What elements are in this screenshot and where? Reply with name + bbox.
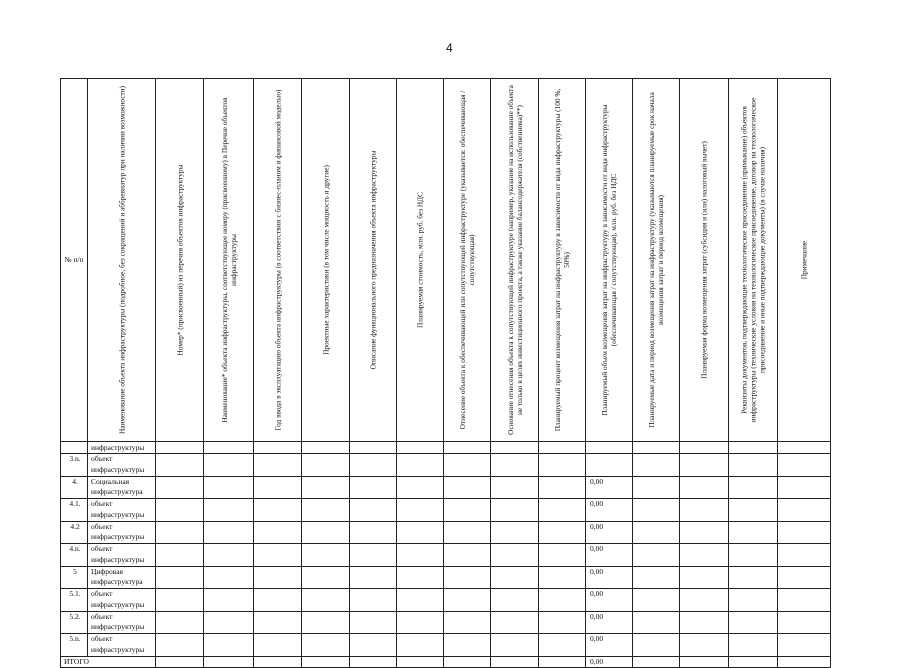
empty-cell	[204, 611, 254, 634]
header-reg-num	[156, 79, 204, 442]
empty-cell	[491, 499, 539, 522]
empty-cell	[778, 656, 831, 667]
table-row	[61, 544, 831, 567]
empty-cell	[680, 476, 729, 499]
empty-cell	[633, 442, 680, 454]
empty-cell	[302, 656, 350, 667]
empty-cell	[729, 476, 778, 499]
row-volume-value: 0,00	[586, 566, 633, 589]
empty-cell	[254, 589, 302, 612]
row-volume-value: 0,00	[586, 499, 633, 522]
header-reg-num-text: Номер* (присвоенный) из перечня объектов инфраструктуры	[175, 164, 184, 356]
infrastructure-table	[60, 78, 831, 668]
empty-cell	[444, 566, 491, 589]
empty-cell	[156, 634, 204, 657]
header-reg-name	[204, 79, 254, 442]
empty-cell	[397, 442, 444, 454]
empty-cell	[204, 544, 254, 567]
empty-cell	[156, 611, 204, 634]
header-justification	[491, 79, 539, 442]
row-volume-value	[586, 454, 633, 477]
row-number: 4.2	[61, 521, 88, 544]
header-category-text: Отнесение объекта к обеспечивающей или сопутствующей инфраструктуре (указывается: обеспечивающая / сопутствующая)	[458, 90, 476, 430]
empty-cell	[491, 454, 539, 477]
total-volume-value: 0,00	[586, 656, 633, 667]
total-label: ИТОГО	[61, 656, 156, 667]
empty-cell	[444, 589, 491, 612]
row-object-name: Цифровая инфраструктура	[88, 566, 156, 589]
empty-cell	[302, 476, 350, 499]
empty-cell	[729, 544, 778, 567]
table-row	[61, 611, 831, 634]
empty-cell	[778, 566, 831, 589]
empty-cell	[680, 589, 729, 612]
empty-cell	[302, 454, 350, 477]
table-row	[61, 566, 831, 589]
empty-cell	[680, 544, 729, 567]
header-year-text: Год ввода в эксплуатацию объекта инфраструктуры (в соответствии с бизнес-планом и финансовой моделью)	[273, 89, 282, 431]
empty-cell	[156, 589, 204, 612]
header-year	[254, 79, 302, 442]
empty-cell	[350, 442, 397, 454]
empty-cell	[444, 442, 491, 454]
empty-cell	[397, 454, 444, 477]
header-form-text: Планируемая форма возмещения затрат (субсидия и (или) налоговый вычет)	[699, 141, 709, 379]
header-purpose	[350, 79, 397, 442]
row-number: 4.	[61, 476, 88, 499]
header-name	[88, 79, 156, 442]
empty-cell	[491, 634, 539, 657]
header-docs-text: Реквизиты документов, подтверждающие технологическое присоединение (примыкание) объектов инфраструктуры (технические условия на технологическое присоединение, договор на технологическое присоединение и иные подтверждающие документы) (в случае наличия)	[739, 97, 767, 423]
empty-cell	[397, 499, 444, 522]
header-num: № п/п	[61, 79, 88, 442]
row-number: 5.2.	[61, 611, 88, 634]
empty-cell	[350, 499, 397, 522]
empty-cell	[539, 521, 586, 544]
empty-cell	[491, 442, 539, 454]
empty-cell	[491, 521, 539, 544]
empty-cell	[350, 476, 397, 499]
row-object-name: Социальная инфраструктура	[88, 476, 156, 499]
header-cost-text: Планируемая стоимость, млн. руб. без НДС	[415, 191, 425, 329]
empty-cell	[680, 566, 729, 589]
empty-cell	[302, 499, 350, 522]
table-row	[61, 499, 831, 522]
empty-cell	[397, 521, 444, 544]
row-number: 5.1.	[61, 589, 88, 612]
row-number: 5.n.	[61, 634, 88, 657]
empty-cell	[539, 476, 586, 499]
row-object-name: объект инфраструктуры	[88, 499, 156, 522]
empty-cell	[254, 521, 302, 544]
empty-cell	[397, 544, 444, 567]
empty-cell	[633, 656, 680, 667]
empty-cell	[204, 566, 254, 589]
empty-cell	[204, 656, 254, 667]
empty-cell	[204, 634, 254, 657]
empty-cell	[204, 521, 254, 544]
empty-cell	[491, 476, 539, 499]
empty-cell	[729, 656, 778, 667]
empty-cell	[680, 611, 729, 634]
header-row	[61, 79, 831, 442]
empty-cell	[397, 634, 444, 657]
empty-cell	[444, 521, 491, 544]
empty-cell	[539, 544, 586, 567]
empty-cell	[633, 634, 680, 657]
empty-cell	[729, 442, 778, 454]
header-design-text: Проектные характеристики (в том числе мощность и другие)	[321, 165, 330, 355]
empty-cell	[254, 611, 302, 634]
empty-cell	[729, 611, 778, 634]
empty-cell	[729, 589, 778, 612]
row-number: 4.1.	[61, 499, 88, 522]
row-object-name: объект инфраструктуры	[88, 454, 156, 477]
empty-cell	[350, 521, 397, 544]
row-number: 5	[61, 566, 88, 589]
header-category	[444, 79, 491, 442]
empty-cell	[254, 634, 302, 657]
empty-cell	[778, 611, 831, 634]
empty-cell	[444, 634, 491, 657]
header-design	[302, 79, 350, 442]
empty-cell	[778, 521, 831, 544]
empty-cell	[397, 476, 444, 499]
row-number: 3.n.	[61, 454, 88, 477]
empty-cell	[156, 544, 204, 567]
empty-cell	[729, 454, 778, 477]
empty-cell	[729, 499, 778, 522]
empty-cell	[204, 442, 254, 454]
empty-cell	[397, 656, 444, 667]
empty-cell	[350, 634, 397, 657]
empty-cell	[680, 634, 729, 657]
empty-cell	[539, 634, 586, 657]
empty-cell	[254, 566, 302, 589]
empty-cell	[778, 544, 831, 567]
header-reg-name-text: Наименование* объекта инфраструктуры, соответствующее номеру (присвоенному) в Перечне объектов инфраструктуры	[219, 97, 238, 423]
empty-cell	[491, 656, 539, 667]
table-row	[61, 634, 831, 657]
table-body	[61, 442, 831, 668]
empty-cell	[539, 454, 586, 477]
empty-cell	[778, 589, 831, 612]
empty-cell	[633, 476, 680, 499]
empty-cell	[444, 476, 491, 499]
empty-cell	[156, 499, 204, 522]
empty-cell	[156, 566, 204, 589]
empty-cell	[254, 454, 302, 477]
row-object-name: инфраструктуры	[88, 442, 156, 454]
header-date	[633, 79, 680, 442]
empty-cell	[397, 611, 444, 634]
row-volume-value: 0,00	[586, 611, 633, 634]
row-volume-value: 0,00	[586, 589, 633, 612]
empty-cell	[397, 589, 444, 612]
empty-cell	[156, 521, 204, 544]
header-justification-text: Основание отнесения объекта к сопутствующей инфраструктуре (например, указание на использование объекта не только в целях инвестиционного проекта, а также указание балансодержателя (собственника)**)	[505, 85, 524, 435]
empty-cell	[633, 566, 680, 589]
empty-cell	[680, 656, 729, 667]
empty-cell	[254, 442, 302, 454]
empty-cell	[302, 442, 350, 454]
header-form	[680, 79, 729, 442]
empty-cell	[444, 499, 491, 522]
empty-cell	[539, 611, 586, 634]
header-purpose-text: Описание функционального предназначения объекта инфраструктуры	[368, 150, 378, 370]
empty-cell	[204, 476, 254, 499]
total-row	[61, 656, 831, 667]
empty-cell	[156, 454, 204, 477]
empty-cell	[633, 611, 680, 634]
empty-cell	[491, 566, 539, 589]
empty-cell	[254, 476, 302, 499]
empty-cell	[729, 566, 778, 589]
row-object-name: объект инфраструктуры	[88, 589, 156, 612]
header-volume-text: Планируемый объем возмещения затрат на инфраструктуру в зависимости от вида инфраструктуры (обеспечивающая / сопутствующая), млн. руб. без НДС	[600, 104, 618, 416]
empty-cell	[302, 634, 350, 657]
empty-cell	[156, 656, 204, 667]
empty-cell	[633, 589, 680, 612]
empty-cell	[778, 442, 831, 454]
empty-cell	[539, 656, 586, 667]
row-volume-value: 0,00	[586, 634, 633, 657]
header-volume	[586, 79, 633, 442]
empty-cell	[302, 521, 350, 544]
row-object-name: объект инфраструктуры	[88, 521, 156, 544]
empty-cell	[350, 454, 397, 477]
header-date-text: Планируемые дата и период возмещения затрат на инфраструктуру (указываются планируемые срок начала возмещения затрат и период возмещения)	[647, 92, 665, 428]
row-object-name: объект инфраструктуры	[88, 611, 156, 634]
empty-cell	[539, 566, 586, 589]
empty-cell	[491, 544, 539, 567]
empty-cell	[156, 442, 204, 454]
empty-cell	[633, 499, 680, 522]
table-row	[61, 589, 831, 612]
empty-cell	[633, 544, 680, 567]
header-note	[778, 79, 831, 442]
page-number: 4	[446, 41, 453, 55]
row-number	[61, 442, 88, 454]
empty-cell	[204, 454, 254, 477]
empty-cell	[254, 544, 302, 567]
empty-cell	[302, 611, 350, 634]
empty-cell	[444, 656, 491, 667]
empty-cell	[254, 656, 302, 667]
table-row	[61, 454, 831, 477]
empty-cell	[633, 454, 680, 477]
empty-cell	[633, 521, 680, 544]
row-object-name: объект инфраструктуры	[88, 634, 156, 657]
empty-cell	[397, 566, 444, 589]
empty-cell	[444, 454, 491, 477]
row-volume-value: 0,00	[586, 544, 633, 567]
empty-cell	[350, 589, 397, 612]
empty-cell	[204, 589, 254, 612]
row-volume-value	[586, 442, 633, 454]
table-row	[61, 521, 831, 544]
header-note-text: Примечание	[799, 240, 809, 280]
empty-cell	[539, 499, 586, 522]
empty-cell	[680, 442, 729, 454]
empty-cell	[156, 476, 204, 499]
row-object-name: объект инфраструктуры	[88, 544, 156, 567]
header-percent	[539, 79, 586, 442]
empty-cell	[491, 611, 539, 634]
empty-cell	[778, 454, 831, 477]
empty-cell	[350, 566, 397, 589]
empty-cell	[539, 442, 586, 454]
empty-cell	[350, 656, 397, 667]
header-docs	[729, 79, 778, 442]
header-name-text: Наименование объекта инфраструктуры (подробное, без сокращений и аббревиатур при наличии возможности)	[117, 85, 126, 435]
empty-cell	[491, 589, 539, 612]
row-number: 4.n.	[61, 544, 88, 567]
empty-cell	[204, 499, 254, 522]
empty-cell	[254, 499, 302, 522]
table-row	[61, 476, 831, 499]
empty-cell	[539, 589, 586, 612]
row-volume-value: 0,00	[586, 476, 633, 499]
empty-cell	[444, 544, 491, 567]
row-volume-value: 0,00	[586, 521, 633, 544]
empty-cell	[302, 566, 350, 589]
empty-cell	[778, 634, 831, 657]
empty-cell	[302, 544, 350, 567]
empty-cell	[350, 544, 397, 567]
empty-cell	[680, 521, 729, 544]
empty-cell	[350, 611, 397, 634]
empty-cell	[778, 476, 831, 499]
empty-cell	[778, 499, 831, 522]
empty-cell	[729, 634, 778, 657]
header-percent-text: Планируемый процент возмещения затрат на инфраструктуру в зависимости от вида инфраструктуры (100 %, 50%)	[553, 88, 571, 432]
empty-cell	[729, 521, 778, 544]
header-cost	[397, 79, 444, 442]
empty-cell	[444, 611, 491, 634]
empty-cell	[302, 589, 350, 612]
empty-cell	[680, 499, 729, 522]
empty-cell	[680, 454, 729, 477]
table-row	[61, 442, 831, 454]
